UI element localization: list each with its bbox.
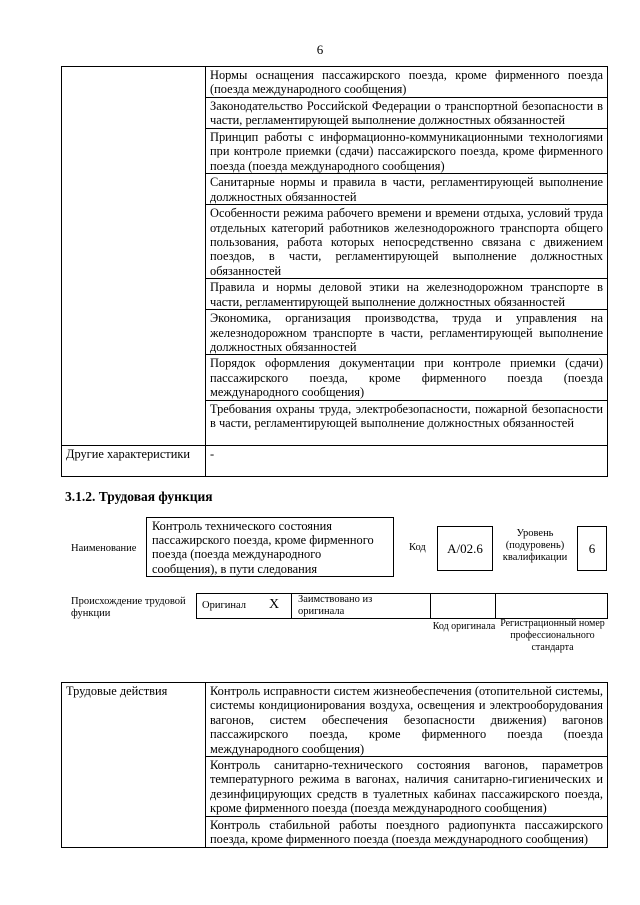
knowledge-item: Законодательство Российской Федерации о транспортной безопасности в части, регламентирующей выполнение должностных обязанностей (210, 99, 603, 128)
knowledge-item: Особенности режима рабочего времени и времени отдыха, условий труда отдельных категорий работников железнодорожного транспорта общего пользования, работа которых непосредственно связана с движением поездов, в части, регламентирующей выполнение должностных обязанностей (210, 206, 603, 278)
qualification-level-box: 6 (577, 526, 607, 571)
original-code-cell (431, 594, 496, 618)
action-item: Контроль исправности систем жизнеобеспечения (отопительной системы, системы кондиционирования воздуха, освещения и электрооборудования вагонов, систем обеспечения безопасности движения) вагонов пассажирского поезда, кроме фирменного поезда (поезда международного сообщения) (210, 684, 603, 756)
level-label: Уровень (подуровень) квалификации (502, 528, 568, 563)
function-name-box: Контроль технического состояния пассажирского поезда, кроме фирменного поезда (поезда международного сообщения), в пути следования (146, 517, 394, 577)
knowledge-item: Принцип работы с информационно-коммуникационными технологиями при контроле приемки (сдачи) пассажирского поезда, кроме фирменного поезда (поезда международного сообщения) (210, 130, 603, 173)
knowledge-item: Экономика, организация производства, труда и управления на железнодорожном транспорте в части, регламентирующей выполнение должностных обязанностей (210, 311, 603, 355)
labor-actions-table (61, 682, 608, 848)
knowledge-item: Требования охраны труда, электробезопасности, пожарной безопасности в части, регламентирующей выполнение должностных обязанностей (210, 401, 603, 431)
other-characteristics-value: - (206, 445, 608, 476)
regnum-caption: Регистрационный номер профессионального стандарта (500, 618, 605, 653)
code-caption: Код оригинала (432, 621, 496, 632)
original-mark: X (269, 597, 280, 612)
knowledge-table (61, 66, 608, 477)
function-code-box: А/02.6 (437, 526, 493, 571)
other-characteristics-label: Другие характеристики (62, 445, 206, 476)
original-label: Оригинал (202, 600, 246, 611)
code-label: Код (409, 542, 426, 553)
action-item: Контроль санитарно-технического состояния вагонов, параметров температурного режима в вагонах, наличия санитарно-гигиенических и дезинфицирующих средств в туалетных кабинах пассажирского поезда, кроме фирменного поезда (поезда международного сообщения) (210, 758, 603, 816)
table-row (62, 683, 608, 757)
section-title: 3.1.2. Трудовая функция (65, 489, 213, 504)
labor-actions-label: Трудовые действия (62, 683, 206, 848)
table-row (62, 67, 608, 98)
knowledge-item: Нормы оснащения пассажирского поезда, кроме фирменного поезда (поезда международного сообщения) (210, 68, 603, 97)
page-number: 6 (316, 42, 324, 57)
knowledge-item: Порядок оформления документации при контроле приемки (сдачи) пассажирского поезда, кроме фирменного поезда (поезда международного сообщения) (210, 356, 603, 400)
table-row (62, 445, 608, 476)
knowledge-item: Санитарные нормы и правила в части, регламентирующей выполнение должностных обязанностей (210, 175, 603, 204)
knowledge-item: Правила и нормы деловой этики на железнодорожном транспорте в части, регламентирующей выполнение должностных обязанностей (210, 280, 603, 309)
origin-row (196, 593, 608, 619)
original-cell (197, 594, 292, 618)
borrowed-cell (292, 594, 431, 618)
action-item: Контроль стабильной работы поездного радиопункта пассажирского поезда, кроме фирменного поезда (поезда международного сообщения) (210, 818, 603, 847)
origin-label: Происхождение трудовой функции (71, 596, 186, 619)
borrowed-label: Заимствовано из оригинала (298, 594, 373, 617)
name-label: Наименование (71, 543, 137, 554)
empty-label-cell (62, 67, 206, 446)
